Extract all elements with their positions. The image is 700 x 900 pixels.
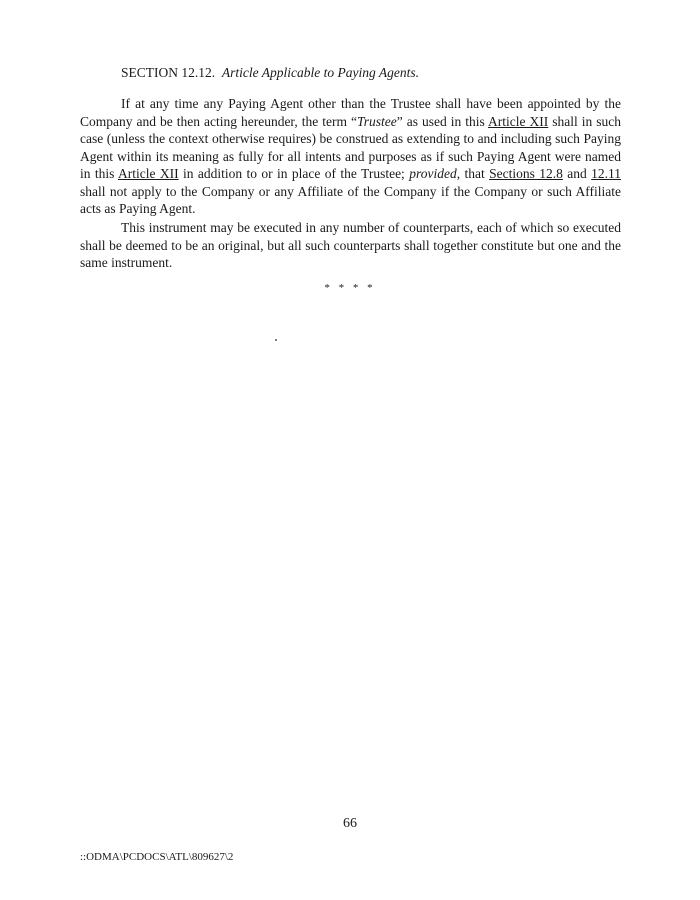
article-reference: Article XII <box>488 113 549 129</box>
section-number: SECTION 12.12. <box>121 65 216 80</box>
paragraph-text: and <box>562 166 592 181</box>
paragraph-text: shall in such case (unless the context otherwise requires) be construed as extending to and including such Paying Agent within its meaning as fully for all intents and purposes as if such Paying Agent were named in this <box>80 113 621 181</box>
paragraph-counterparts: This instrument may be executed in any number of counterparts, each of which so executed shall be deemed to be an original, but all such counterparts shall together constitute but one and the same instrument. <box>80 220 621 270</box>
page-number: 66 <box>343 816 357 831</box>
section-reference: 12.11 <box>591 166 621 181</box>
document-id-footer: ::ODMA\PCDOCS\ATL\809627\2 <box>80 851 234 863</box>
trustee-term: Trustee <box>357 113 397 129</box>
scan-artifact-dot <box>275 339 277 341</box>
paragraph-paying-agents <box>80 95 621 218</box>
provided-term: provided <box>409 166 457 181</box>
section-title: Article Applicable to Paying Agents. <box>221 65 419 80</box>
paragraph-text: shall not apply to the Company or any Affiliate of the Company if the Company or such Affiliate acts as Paying Agent. <box>80 183 621 216</box>
paragraph-text: ” as used in this <box>396 113 489 129</box>
separator-asterisks: * * * * <box>324 282 376 294</box>
paragraph-text: , that <box>456 166 490 181</box>
paragraph-text: in addition to or in place of the Trustee; <box>178 166 410 181</box>
article-reference: Article XII <box>118 166 179 181</box>
section-heading <box>121 64 419 82</box>
sections-reference: Sections 12.8 <box>489 166 563 181</box>
paragraph-text: If at any time any Paying Agent other than the Trustee shall have been appointed by the Company and be then acting hereunder, the term “ <box>80 96 621 129</box>
